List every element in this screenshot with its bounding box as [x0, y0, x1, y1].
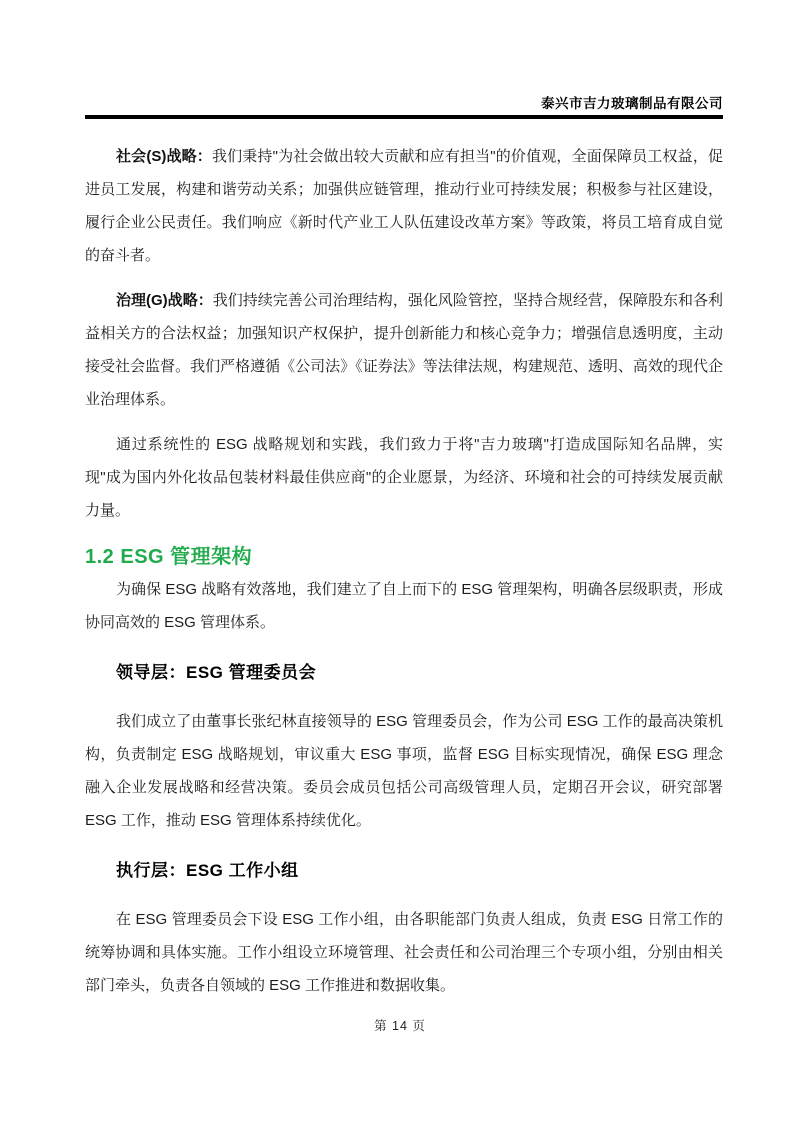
company-name: 泰兴市吉力玻璃制品有限公司 — [541, 96, 723, 111]
page-header — [85, 96, 723, 115]
social-strategy-lead: 社会(S)战略： — [116, 148, 212, 165]
paragraph-social-strategy — [85, 140, 723, 272]
paragraph-architecture-intro: 为确保 ESG 战略有效落地，我们建立了自上而下的 ESG 管理架构，明确各层级职责，形成协同高效的 ESG 管理体系。 — [85, 581, 723, 631]
governance-strategy-lead: 治理(G)战略： — [116, 292, 213, 309]
paragraph-governance-strategy — [85, 284, 723, 416]
section-heading: 1.2 ESG 管理架构 — [85, 546, 253, 568]
paragraph-esg-summary: 通过系统性的 ESG 战略规划和实践，我们致力于将"吉力玻璃"打造成国际知名品牌，实现"成为国内外化妆品包装材料最佳供应商"的企业愿景，为经济、环境和社会的可持续发展贡献力量。 — [85, 436, 723, 519]
social-strategy-text: 我们秉持"为社会做出较大贡献和应有担当"的价值观，全面保障员工权益，促进员工发展，构建和谐劳动关系；加强供应链管理，推动行业可持续发展；积极参与社区建设，履行企业公民责任。我们响应《新时代产业工人队伍建设改革方案》等政策，将员工培育成自觉的奋斗者。 — [85, 148, 723, 264]
page-footer — [0, 1016, 800, 1034]
paragraph-execution-detail: 在 ESG 管理委员会下设 ESG 工作小组，由各职能部门负责人组成，负责 ESG 日常工作的统筹协调和具体实施。工作小组设立环境管理、社会责任和公司治理三个专项小组，分别由相关部门牵头，负责各自领域的 ESG 工作推进和数据收集。 — [85, 911, 723, 994]
governance-strategy-text: 我们持续完善公司治理结构，强化风险管控，坚持合规经营，保障股东和各利益相关方的合法权益；加强知识产权保护，提升创新能力和核心竞争力；增强信息透明度，主动接受社会监督。我们严格遵循《公司法》《证券法》等法律法规，构建规范、透明、高效的现代企业治理体系。 — [85, 292, 723, 408]
paragraph-leadership-detail: 我们成立了由董事长张纪林直接领导的 ESG 管理委员会，作为公司 ESG 工作的最高决策机构，负责制定 ESG 战略规划，审议重大 ESG 事项，监督 ESG 目标实现情况，确保 ESG 理念融入企业发展战略和经营决策。委员会成员包括公司高级管理人员，定期召开会议，研究部署 ESG 工作，推动 ESG 管理体系持续优化。 — [85, 713, 723, 829]
subheading-execution-level: 执行层：ESG 工作小组 — [116, 861, 299, 880]
header-divider — [85, 115, 723, 119]
page-content — [85, 96, 723, 1002]
page-number: 第 14 页 — [374, 1019, 426, 1033]
subheading-leadership-level: 领导层：ESG 管理委员会 — [116, 663, 317, 682]
